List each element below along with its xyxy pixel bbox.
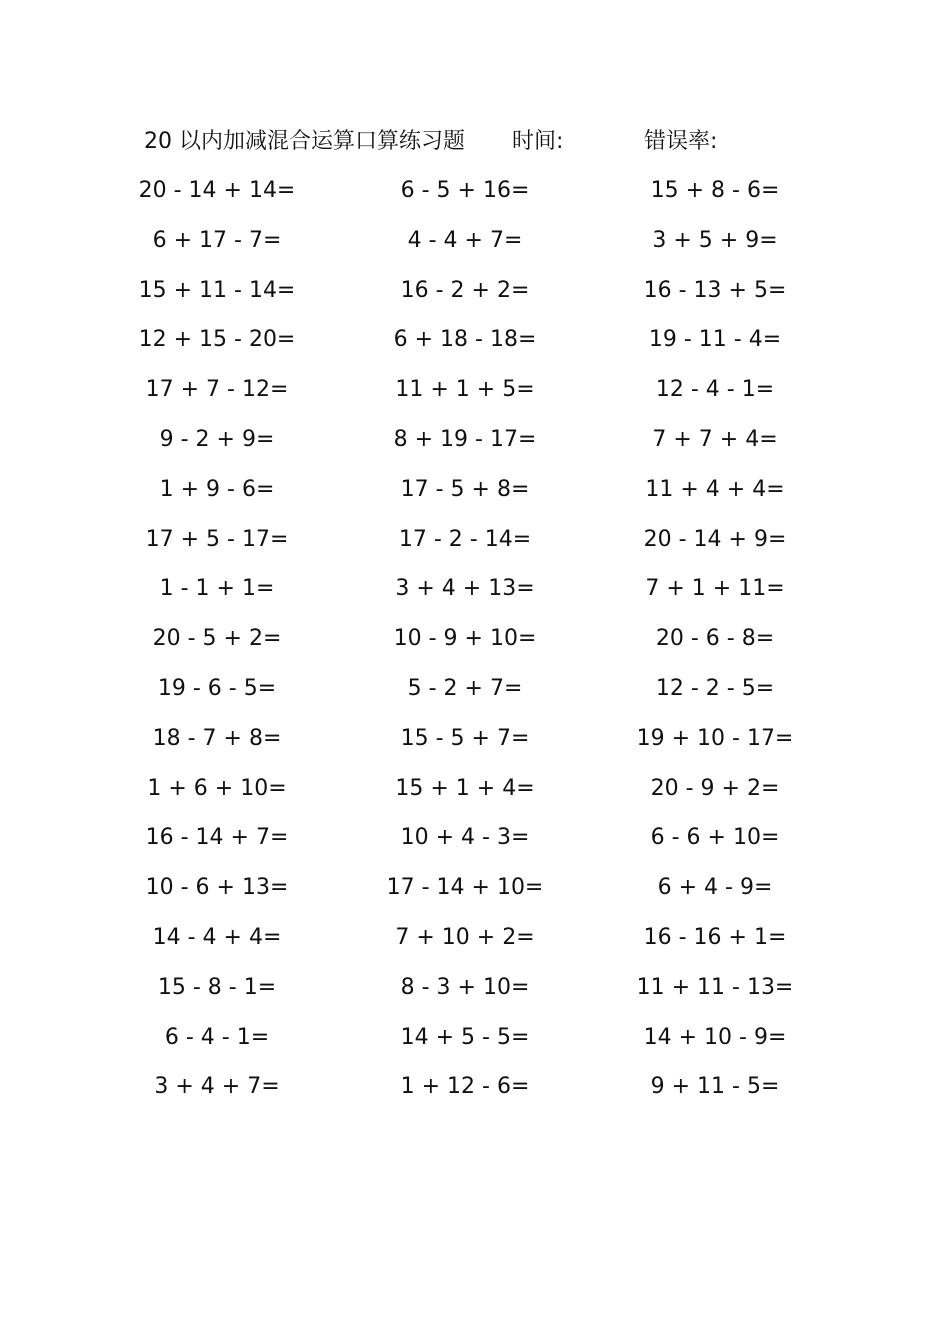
problem-item: 3 + 4 + 13= bbox=[395, 576, 535, 602]
problem-item: 20 - 9 + 2= bbox=[650, 775, 780, 801]
problem-row bbox=[0, 671, 950, 721]
problem-item: 15 - 5 + 7= bbox=[400, 725, 530, 751]
problem-item: 7 + 7 + 4= bbox=[652, 426, 778, 452]
time-label: 时间: bbox=[512, 129, 564, 154]
problem-item: 12 + 15 - 20= bbox=[138, 327, 296, 353]
problem-item: 15 + 1 + 4= bbox=[395, 775, 535, 801]
problem-item: 14 - 4 + 4= bbox=[152, 924, 282, 950]
problem-item: 17 - 2 - 14= bbox=[398, 526, 532, 552]
problem-item: 4 - 4 + 7= bbox=[407, 227, 523, 253]
problem-row bbox=[0, 571, 950, 621]
problem-item: 6 - 5 + 16= bbox=[400, 178, 530, 203]
problem-row bbox=[0, 870, 950, 920]
problem-item: 19 - 6 - 5= bbox=[157, 675, 277, 701]
problem-row bbox=[0, 920, 950, 970]
problem-item: 10 - 6 + 13= bbox=[145, 875, 289, 901]
problem-item: 3 + 4 + 7= bbox=[154, 1074, 280, 1100]
problem-item: 1 + 12 - 6= bbox=[400, 1074, 530, 1100]
problem-item: 19 + 10 - 17= bbox=[636, 725, 794, 751]
problem-item: 6 + 18 - 18= bbox=[393, 327, 537, 353]
problem-item: 17 + 7 - 12= bbox=[145, 377, 289, 403]
problem-item: 8 + 19 - 17= bbox=[393, 426, 537, 452]
problem-item: 14 + 10 - 9= bbox=[643, 1024, 787, 1050]
problem-item: 17 - 14 + 10= bbox=[386, 875, 544, 901]
problem-item: 15 + 11 - 14= bbox=[138, 277, 296, 303]
worksheet-header bbox=[144, 124, 824, 160]
problem-item: 1 - 1 + 1= bbox=[159, 576, 275, 602]
problem-item: 14 + 5 - 5= bbox=[400, 1024, 530, 1050]
problem-item: 7 + 1 + 11= bbox=[645, 576, 785, 602]
problem-grid bbox=[0, 173, 950, 1119]
problem-row bbox=[0, 1069, 950, 1119]
problem-row bbox=[0, 322, 950, 372]
problem-item: 6 + 17 - 7= bbox=[152, 227, 282, 253]
problem-item: 12 - 2 - 5= bbox=[655, 675, 775, 701]
problem-item: 20 - 14 + 14= bbox=[138, 178, 296, 203]
problem-item: 10 + 4 - 3= bbox=[400, 825, 530, 851]
problem-item: 20 - 6 - 8= bbox=[655, 626, 775, 652]
problem-row bbox=[0, 1020, 950, 1070]
problem-item: 11 + 4 + 4= bbox=[645, 476, 785, 502]
problem-item: 16 - 16 + 1= bbox=[643, 924, 787, 950]
problem-item: 6 - 6 + 10= bbox=[650, 825, 780, 851]
problem-item: 11 + 11 - 13= bbox=[636, 974, 794, 1000]
problem-item: 12 - 4 - 1= bbox=[655, 377, 775, 403]
problem-item: 17 - 5 + 8= bbox=[400, 476, 530, 502]
problem-row bbox=[0, 223, 950, 273]
problem-item: 1 + 9 - 6= bbox=[159, 476, 275, 502]
problem-item: 7 + 10 + 2= bbox=[395, 924, 535, 950]
problem-row bbox=[0, 771, 950, 821]
problem-item: 19 - 11 - 4= bbox=[648, 327, 782, 353]
problem-item: 9 + 11 - 5= bbox=[650, 1074, 780, 1100]
problem-item: 20 - 5 + 2= bbox=[152, 626, 282, 652]
problem-item: 11 + 1 + 5= bbox=[395, 377, 535, 403]
problem-item: 16 - 14 + 7= bbox=[145, 825, 289, 851]
problem-row bbox=[0, 820, 950, 870]
problem-item: 18 - 7 + 8= bbox=[152, 725, 282, 751]
problem-item: 17 + 5 - 17= bbox=[145, 526, 289, 552]
problem-row bbox=[0, 522, 950, 572]
problem-item: 15 + 8 - 6= bbox=[650, 178, 780, 203]
problem-row bbox=[0, 970, 950, 1020]
problem-item: 20 - 14 + 9= bbox=[643, 526, 787, 552]
problem-row bbox=[0, 621, 950, 671]
error-rate-label: 错误率: bbox=[644, 129, 718, 154]
problem-item: 15 - 8 - 1= bbox=[157, 974, 277, 1000]
problem-row bbox=[0, 273, 950, 323]
problem-item: 6 + 4 - 9= bbox=[657, 875, 773, 901]
problem-row bbox=[0, 472, 950, 522]
problem-row bbox=[0, 422, 950, 472]
problem-row bbox=[0, 372, 950, 422]
problem-item: 16 - 2 + 2= bbox=[400, 277, 530, 303]
problem-row bbox=[0, 721, 950, 771]
problem-item: 5 - 2 + 7= bbox=[407, 675, 523, 701]
problem-item: 9 - 2 + 9= bbox=[159, 426, 275, 452]
problem-item: 3 + 5 + 9= bbox=[652, 227, 778, 253]
problem-item: 8 - 3 + 10= bbox=[400, 974, 530, 1000]
problem-item: 10 - 9 + 10= bbox=[393, 626, 537, 652]
problem-item: 6 - 4 - 1= bbox=[164, 1024, 270, 1050]
problem-row bbox=[0, 173, 950, 223]
problem-item: 1 + 6 + 10= bbox=[147, 775, 287, 801]
worksheet-title: 20 以内加减混合运算口算练习题 bbox=[144, 129, 465, 154]
problem-item: 16 - 13 + 5= bbox=[643, 277, 787, 303]
